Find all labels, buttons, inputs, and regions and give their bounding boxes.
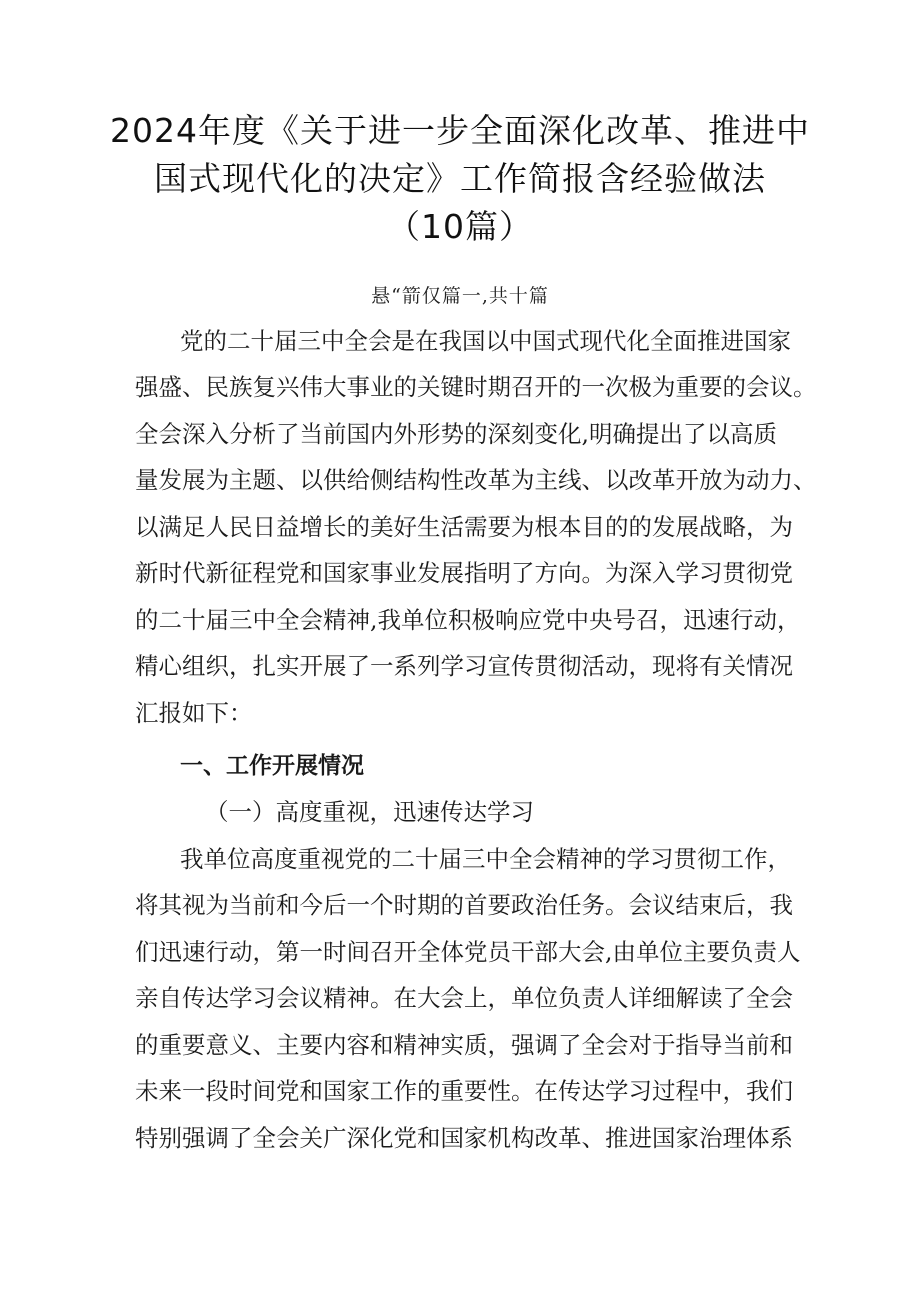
intro-paragraph-line: 的二十届三中全会精神,我单位积极响应党中央号召，迅速行动，: [135, 606, 801, 634]
body-paragraph-line: 亲自传达学习会议精神。在大会上，单位负责人详细解读了全会: [135, 984, 793, 1012]
document-subtitle: 悬“箭仅篇一,共十篇: [371, 285, 549, 307]
body-paragraph-line: 特别强调了全会关广深化党和国家机构改革、推进国家治理体系: [135, 1124, 793, 1152]
body-paragraph-line: 们迅速行动，第一时间召开全体党员干部大会,由单位主要负责人: [135, 938, 801, 966]
intro-paragraph-line: 精心组织，扎实开展了一系列学习宣传贯彻活动，现将有关情况: [135, 652, 793, 680]
intro-paragraph-line: 汇报如下：: [135, 699, 253, 727]
document-title-line-3: （10篇）: [387, 207, 533, 246]
intro-paragraph-line: 党的二十届三中全会是在我国以中国式现代化全面推进国家: [180, 327, 791, 355]
body-paragraph-line: 未来一段时间党和国家工作的重要性。在传达学习过程中，我们: [135, 1077, 793, 1105]
body-paragraph-line: 的重要意义、主要内容和精神实质，强调了全会对于指导当前和: [135, 1031, 793, 1059]
document-title-line-2: 国式现代化的决定》工作简报含经验做法: [154, 159, 766, 198]
intro-paragraph-line: 以满足人民日益增长的美好生活需要为根本目的的发展战略，为: [135, 513, 793, 541]
intro-paragraph-line: 量发展为主题、以供给侧结构性改革为主线、以改革开放为动力、: [135, 466, 817, 494]
body-paragraph-line: 我单位高度重视党的二十届三中全会精神的学习贯彻工作，: [180, 845, 791, 873]
section-heading: 一、工作开展情况: [180, 753, 364, 779]
document-title-line-1: 2024年度《关于进一步全面深化改革、推进中: [110, 111, 810, 150]
intro-paragraph-line: 新时代新征程党和国家事业发展指明了方向。为深入学习贯彻党: [135, 559, 793, 587]
body-paragraph-line: 将其视为当前和今后一个时期的首要政治任务。会议结束后，我: [135, 891, 793, 919]
intro-paragraph-line: 全会深入分析了当前国内外形势的深刻变化,明确提出了以高质: [135, 420, 777, 448]
intro-paragraph-line: 强盛、民族复兴伟大事业的关键时期召开的一次极为重要的会议。: [135, 373, 817, 401]
subsection-heading: （一）高度重视，迅速传达学习: [205, 798, 534, 826]
